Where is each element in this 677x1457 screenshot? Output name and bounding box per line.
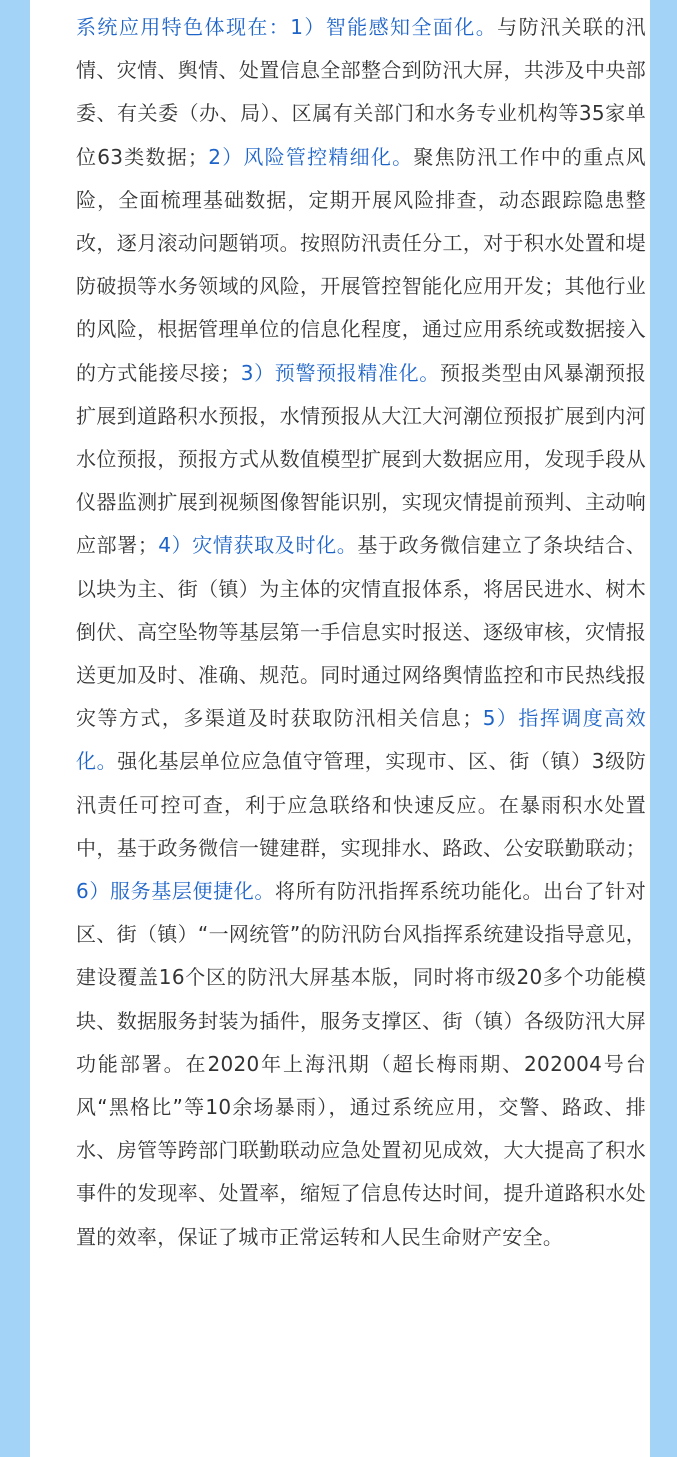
- body-text: 预报类型由风暴潮预报扩展到道路积水预报，水情预报从大江大河潮位预报扩展到内河水位预报，预报方式从数值模型扩展到大数据应用，发现手段从仪器监测扩展到视频图像智能识别，实现灾情提前预判、主动响应部署；: [76, 360, 647, 558]
- body-text: 与防汛关联的汛情、灾情、舆情、处置信息全部整合到防汛大屏，共涉及中央部委、有关委（办、局）、区属有关部门和水务专业机构等35家单位63类数据；: [76, 15, 646, 169]
- highlight-grassroots-service: 6）服务基层便捷化。: [76, 879, 276, 904]
- content-panel: [30, 0, 650, 1457]
- highlight-command-dispatch: 5）指挥调度高效化。: [76, 706, 646, 774]
- highlight-early-warning: 3）预警预报精准化。: [240, 360, 440, 385]
- highlight-risk-control: 2）风险管控精细化。: [208, 144, 414, 169]
- body-text: 聚焦防汛工作中的重点风险，全面梳理基础数据，定期开展风险排查，动态跟踪隐患整改，逐月滚动问题销项。按照防汛责任分工，对于积水处置和堤防破损等水务领域的风险，开展管控智能化应用开发；其他行业的风险，根据管理单位的信息化程度，通过应用系统或数据接入的方式能接尽接；: [76, 144, 646, 385]
- body-text: 强化基层单位应急值守管理，实现市、区、街（镇）3级防汛责任可控可查，利于应急联络和快速反应。在暴雨积水处置中，基于政务微信一键建群，实现排水、路政、公安联勤联动；: [76, 749, 646, 860]
- article-paragraph: [76, 6, 646, 1259]
- highlight-intro-smart-sensing: 系统应用特色体现在：1）智能感知全面化。: [76, 15, 498, 39]
- body-text: 将所有防汛指挥系统功能化。出台了针对区、街（镇）“一网统管”的防汛防台风指挥系统建设指导意见，建设覆盖16个区的防汛大屏基本版，同时将市级20多个功能模块、数据服务封装为插件，服务支撑区、街（镇）各级防汛大屏功能部署。在2020年上海汛期（超长梅雨期、202004号台风“黑格比”等10余场暴雨），通过系统应用，交警、路政、排水、房管等跨部门联勤联动应急处置初见成效，大大提高了积水事件的发现率、处置率，缩短了信息传达时间，提升道路积水处置的效率，保证了城市正常运转和人民生命财产安全。: [76, 879, 646, 1249]
- body-text: 基于政务微信建立了条块结合、以块为主、街（镇）为主体的灾情直报体系，将居民进水、树木倒伏、高空坠物等基层第一手信息实时报送、逐级审核，灾情报送更加及时、准确、规范。同时通过网络舆情监控和市民热线报灾等方式，多渠道及时获取防汛相关信息；: [76, 533, 647, 731]
- highlight-disaster-info: 4）灾情获取及时化。: [158, 533, 358, 558]
